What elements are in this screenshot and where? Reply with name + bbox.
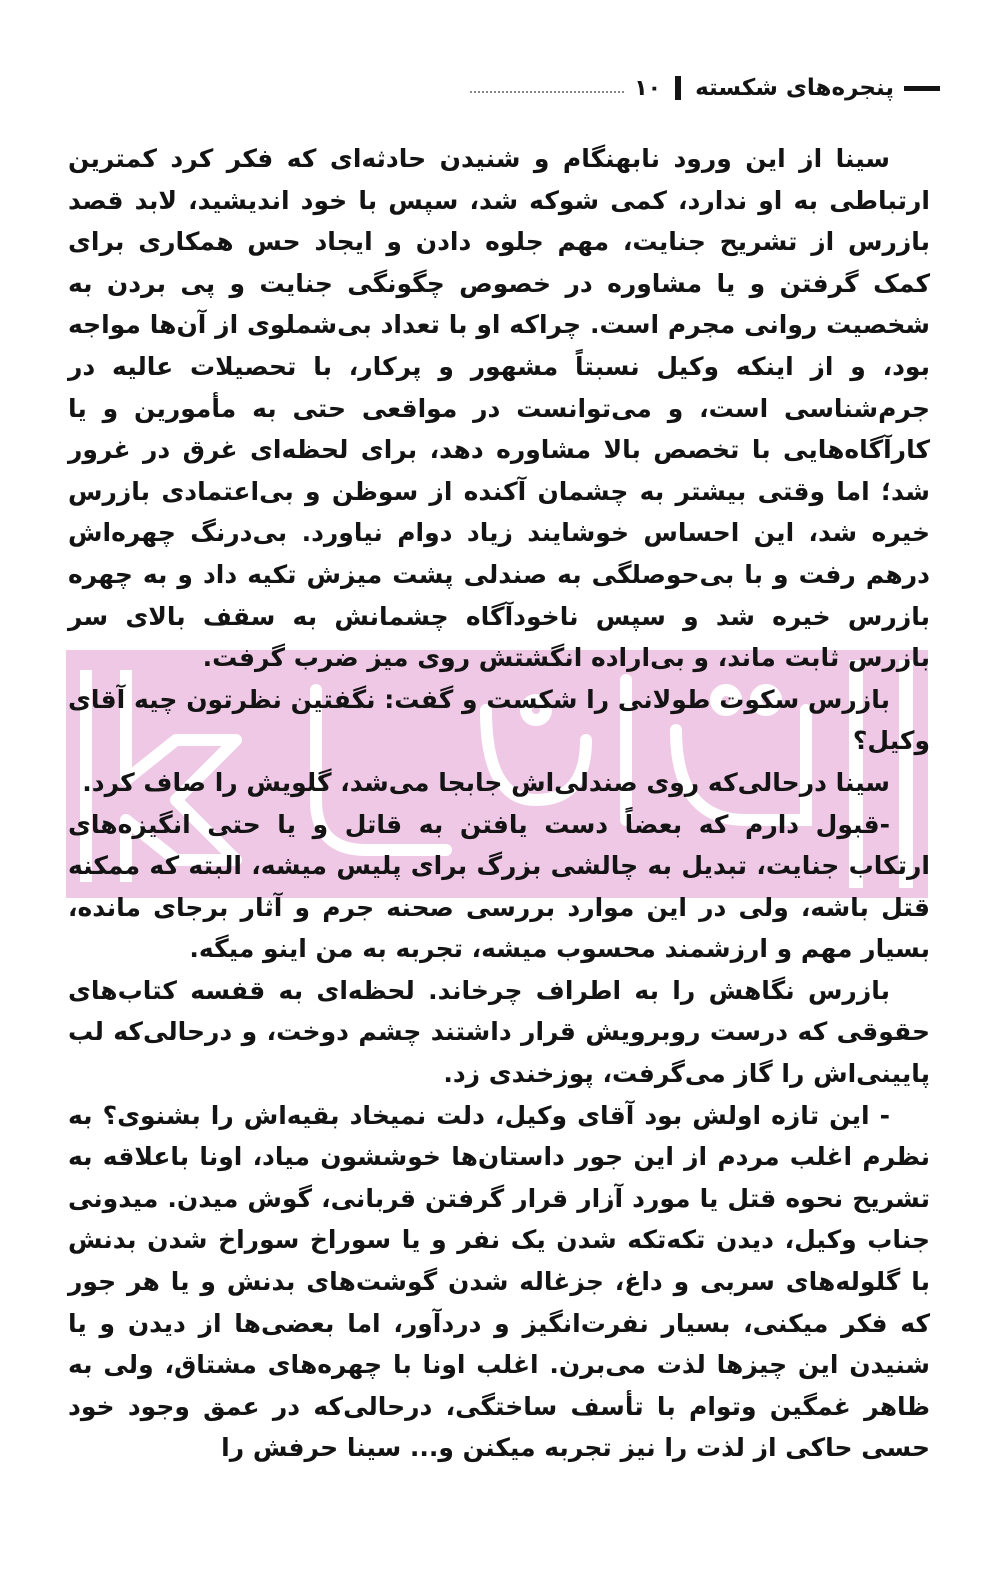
- header-separator: [675, 76, 681, 100]
- paragraph-3: سینا درحالی‌که روی صندلی‌اش جابجا می‌شد، گلویش را صاف کرد.: [82, 767, 890, 797]
- page-number: ۱۰: [634, 75, 662, 101]
- running-header: [470, 68, 940, 108]
- paragraph-4: -قبول دارم که بعضاً دست یافتن به قاتل و یا حتی انگیزه‌های ارتکاب جنایت، تبدیل به چالشی بزرگ برای پلیس میشه، البته که ممکنه قتل باشه، ولی در این موارد بررسی صحنه جرم و آثار برجای مانده، بسیار مهم و ارزشمند محسوب میشه، تجربه به من اینو میگه.: [68, 809, 930, 964]
- paragraph-5: بازرس نگاهش را به اطراف چرخاند. لحظه‌ای به قفسه کتاب‌های حقوقی که درست روبرویش قرار داشتند چشم دوخت، و درحالی‌که لب پایینی‌اش را گاز می‌گرفت، پوزخندی زد.: [68, 975, 930, 1089]
- book-title: پنجره‌های شکسته: [695, 75, 894, 101]
- header-dotted-rule: [470, 91, 624, 93]
- paragraph-6: - این تازه اولش بود آقای وکیل، دلت نمیخاد بقیه‌اش را بشنوی؟ به نظرم اغلب مردم از این جور داستان‌ها خوششون میاد، اونا باعلاقه به تشریح نحوه قتل یا مورد آزار قرار گرفتن قربانی، گوش میدن. میدونی جناب وکیل، دیدن تکه‌تکه شدن یک نفر و یا سوراخ سوراخ شدن بدنش با گلوله‌های سربی و داغ، جزغاله شدن گوشت‌های بدنش و یا هر جور که فکر میکنی، بسیار نفرت‌انگیز و دردآور، اما بعضی‌ها از دیدن و یا شنیدن این چیزها لذت می‌برن. اغلب اونا با چهره‌های مشتاق، ولی به ظاهر غمگین وتوام با تأسف ساختگی، درحالی‌که در عمق وجود خود حسی حاکی از لذت را نیز تجربه میکنن و... سینا حرفش را: [68, 1100, 930, 1463]
- body-text: [68, 138, 930, 1469]
- header-dash: [904, 86, 940, 91]
- paragraph-1: سینا از این ورود نابهنگام و شنیدن حادثه‌ای که فکر کرد کمترین ارتباطی به او ندارد، کمی شوکه شد، سپس با خود اندیشید، لابد قصد بازرس از تشریح جنایت، مهم جلوه دادن و ایجاد حس همکاری برای کمک گرفتن و یا مشاوره در خصوص چگونگی جنایت و پی بردن به شخصیت روانی مجرم است. چراکه او با تعداد بی‌شملوی از آن‌ها مواجه بود، و از اینکه وکیل نسبتاً مشهور و پرکار، با تحصیلات عالیه در جرم‌شناسی است، و می‌توانست در مواقعی حتی به مأمورین و یا کارآگاه‌هایی با تخصص بالا مشاوره دهد، برای لحظه‌ای غرق در غرور شد؛ اما وقتی بیشتر به چشمان آکنده از سوظن و بی‌اعتمادی بازرس خیره شد، این احساس خوشایند زیاد دوام نیاورد. بی‌درنگ چهره‌اش درهم رفت و با بی‌حوصلگی به صندلی پشت میزش تکیه داد و به چهره بازرس خیره شد و سپس ناخودآگاه چشمانش به سقف بالای سر بازرس ثابت ماند، و بی‌اراده انگشتش روی میز ضرب گرفت.: [68, 144, 930, 673]
- paragraph-2: بازرس سکوت طولانی را شکست و گفت: نگفتین نظرتون چیه آقای وکیل؟: [68, 684, 930, 756]
